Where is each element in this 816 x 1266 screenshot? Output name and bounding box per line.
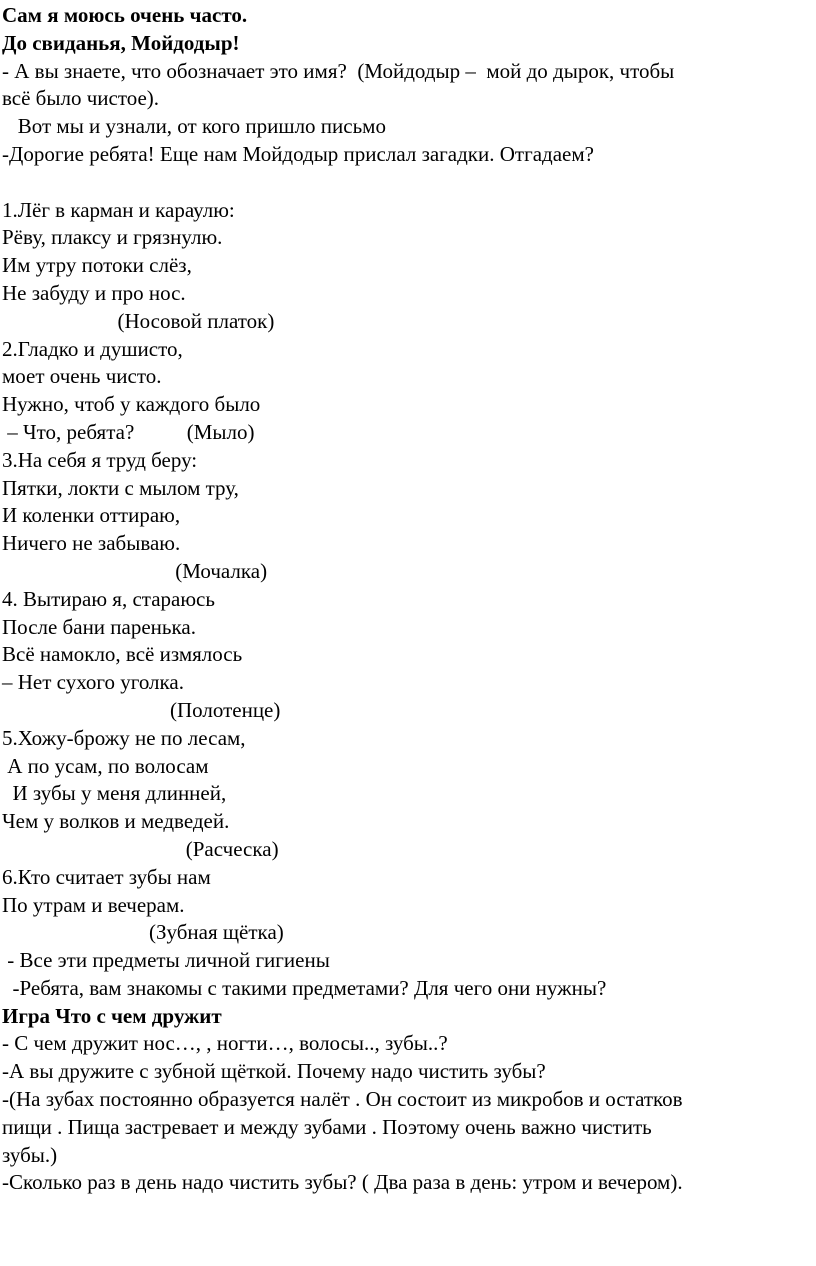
text-line: Рёву, плаксу и грязнулю. xyxy=(2,225,223,250)
text-line: (Полотенце) xyxy=(2,697,281,722)
text-line: Ничего не забываю. xyxy=(2,531,181,556)
text-line: - Все эти предметы личной гигиены xyxy=(2,948,330,973)
text-line: И коленки оттираю, xyxy=(2,503,181,528)
text-line: 6.Кто считает зубы нам xyxy=(2,864,211,889)
text-line: По утрам и вечерам. xyxy=(2,892,185,917)
text-line: -Ребята, вам знакомы с такими предметами? Для чего они нужны? xyxy=(2,975,607,1000)
document-body xyxy=(2,2,814,1197)
text-line: зубы.) xyxy=(2,1142,58,1167)
text-line: 5.Хожу-брожу не по лесам, xyxy=(2,725,246,750)
text-line: всё было чистое). xyxy=(2,86,160,111)
text-line: (Носовой платок) xyxy=(2,308,275,333)
text-line: Им утру потоки слёз, xyxy=(2,253,192,278)
heading-line: Игра Что с чем дружит xyxy=(2,1003,222,1028)
text-line: Не забуду и про нос. xyxy=(2,280,186,305)
text-line: - А вы знаете, что обозначает это имя? (Мойдодыр – мой до дырок, чтобы xyxy=(2,58,675,83)
text-line: После бани паренька. xyxy=(2,614,196,639)
text-line: Нужно, чтоб у каждого было xyxy=(2,392,261,417)
text-line: -А вы дружите с зубной щёткой. Почему надо чистить зубы? xyxy=(2,1059,546,1084)
text-line: моет очень чисто. xyxy=(2,364,162,389)
text-line: - С чем дружит нос…, , ногти…, волосы.., зубы..? xyxy=(2,1031,448,1056)
text-line: (Расческа) xyxy=(2,836,279,861)
text-line: (Мочалка) xyxy=(2,558,268,583)
text-line: 3.На себя я труд беру: xyxy=(2,447,198,472)
text-line: пищи . Пища застревает и между зубами . Поэтому очень важно чистить xyxy=(2,1114,652,1139)
text-line: 2.Гладко и душисто, xyxy=(2,336,183,361)
text-line: Вот мы и узнали, от кого пришло письмо xyxy=(2,114,386,139)
text-line: 1.Лёг в карман и караулю: xyxy=(2,197,235,222)
text-line: Пятки, локти с мылом тру, xyxy=(2,475,239,500)
heading-line: До свиданья, Мойдодыр! xyxy=(2,30,240,55)
text-line: -Дорогие ребята! Еще нам Мойдодыр прислал загадки. Отгадаем? xyxy=(2,141,594,166)
text-line: (Зубная щётка) xyxy=(2,920,284,945)
text-line: -(На зубах постоянно образуется налёт . Он состоит из микробов и остатков xyxy=(2,1087,683,1112)
text-line: 4. Вытираю я, стараюсь xyxy=(2,586,215,611)
text-line: Всё намокло, всё измялось xyxy=(2,642,243,667)
text-line: – Что, ребята? (Мыло) xyxy=(2,419,255,444)
text-line: -Сколько раз в день надо чистить зубы? ( Два раза в день: утром и вечером). xyxy=(2,1170,683,1195)
text-line: А по усам, по волосам xyxy=(2,753,209,778)
text-line: И зубы у меня длинней, xyxy=(2,781,227,806)
heading-line: Сам я моюсь очень часто. xyxy=(2,3,248,27)
text-line: – Нет сухого уголка. xyxy=(2,670,184,695)
blank-line xyxy=(2,169,814,197)
text-line: Чем у волков и медведей. xyxy=(2,809,230,834)
